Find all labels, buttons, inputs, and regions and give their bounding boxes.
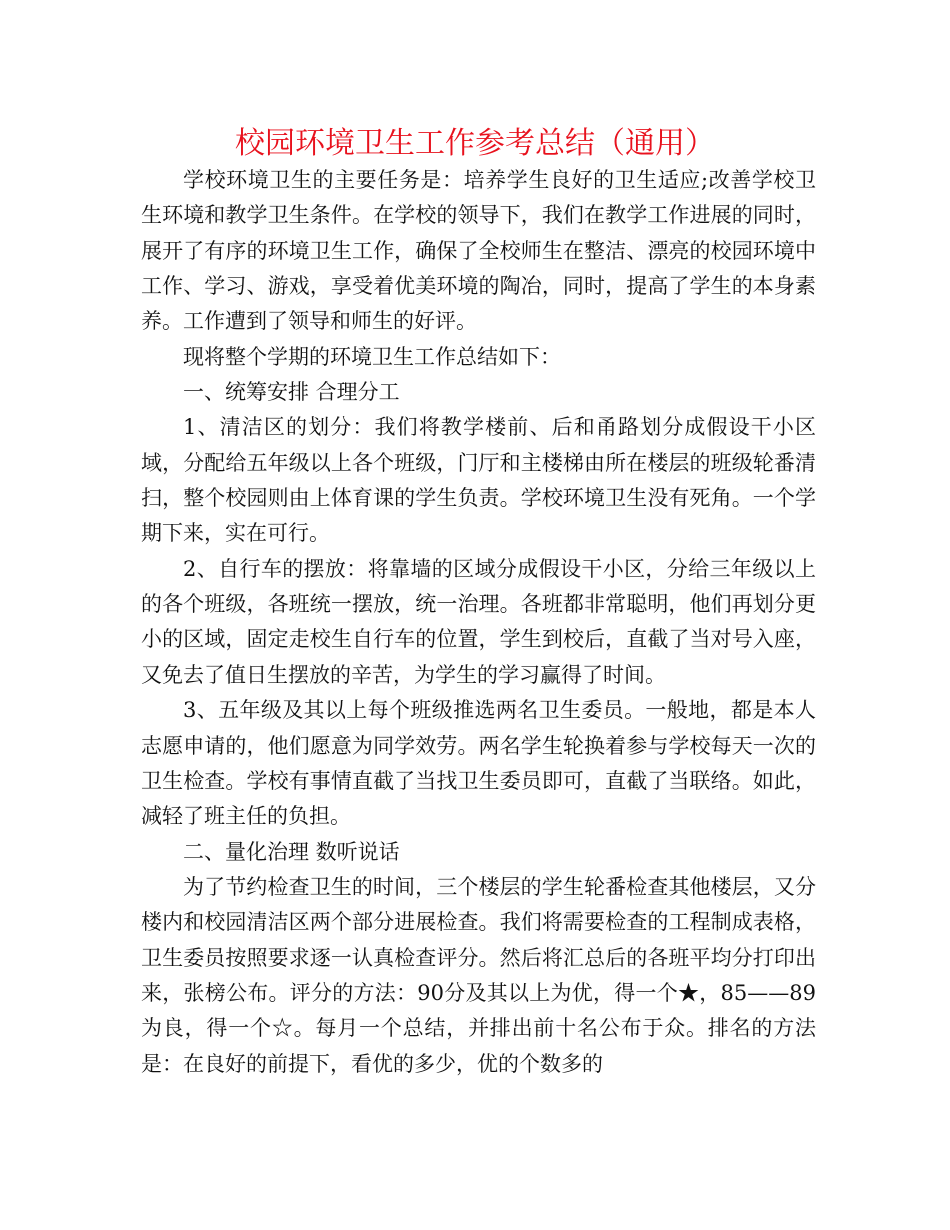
paragraph-item-1: 1、清洁区的划分：我们将教学楼前、后和甬路划分成假设干小区域，分配给五年级以上各个班级，门厅和主楼梯由所在楼层的班级轮番清扫，整个校园则由上体育课的学生负责。学校环境卫生没有死角。一个学期下来，实在可行。 [141, 415, 816, 546]
paragraph-item-3: 3、五年级及其以上每个班级推选两名卫生委员。一般地，都是本人志愿申请的，他们愿意为同学效劳。两名学生轮换着参与学校每天一次的卫生检查。学校有事情直截了当找卫生委员即可，直截了当联络。如此，减轻了班主任的负担。 [141, 698, 816, 829]
paragraph-summary-lead: 现将整个学期的环境卫生工作总结如下： [183, 344, 561, 369]
paragraph-quantified-management: 为了节约检查卫生的时间，三个楼层的学生轮番检查其他楼层，又分楼内和校园清洁区两个部分进展检查。我们将需要检查的工程制成表格，卫生委员按照要求逐一认真检查评分。然后将汇总后的各班平均分打印出来，张榜公布。评分的方法：90分及其以上为优，得一个★，85——89为良，得一个☆。每月一个总结，并排出前十名公布于众。排名的方法是：在良好的前提下，看优的多少，优的个数多的 [141, 874, 816, 1076]
paragraph-intro: 学校环境卫生的主要任务是：培养学生良好的卫生适应;改善学校卫生环境和教学卫生条件。在学校的领导下，我们在教学工作进展的同时，展开了有序的环境卫生工作，确保了全校师生在整洁、漂亮的校园环境中工作、学习、游戏，享受着优美环境的陶冶，同时，提高了学生的本身素养。工作遭到了领导和师生的好评。 [141, 168, 816, 334]
document-body [141, 163, 816, 1082]
section-heading-2: 二、量化治理 数听说话 [183, 839, 400, 864]
section-heading-1: 一、统筹安排 合理分工 [183, 380, 400, 405]
paragraph-item-2: 2、自行车的摆放：将靠墙的区域分成假设干小区，分给三年级以上的各个班级，各班统一摆放，统一治理。各班都非常聪明，他们再划分更小的区域，固定走校生自行车的位置，学生到校后，直截了当对号入座，又免去了值日生摆放的辛苦，为学生的学习赢得了时间。 [141, 556, 816, 687]
document-title: 校园环境卫生工作参考总结（通用） [235, 126, 715, 161]
